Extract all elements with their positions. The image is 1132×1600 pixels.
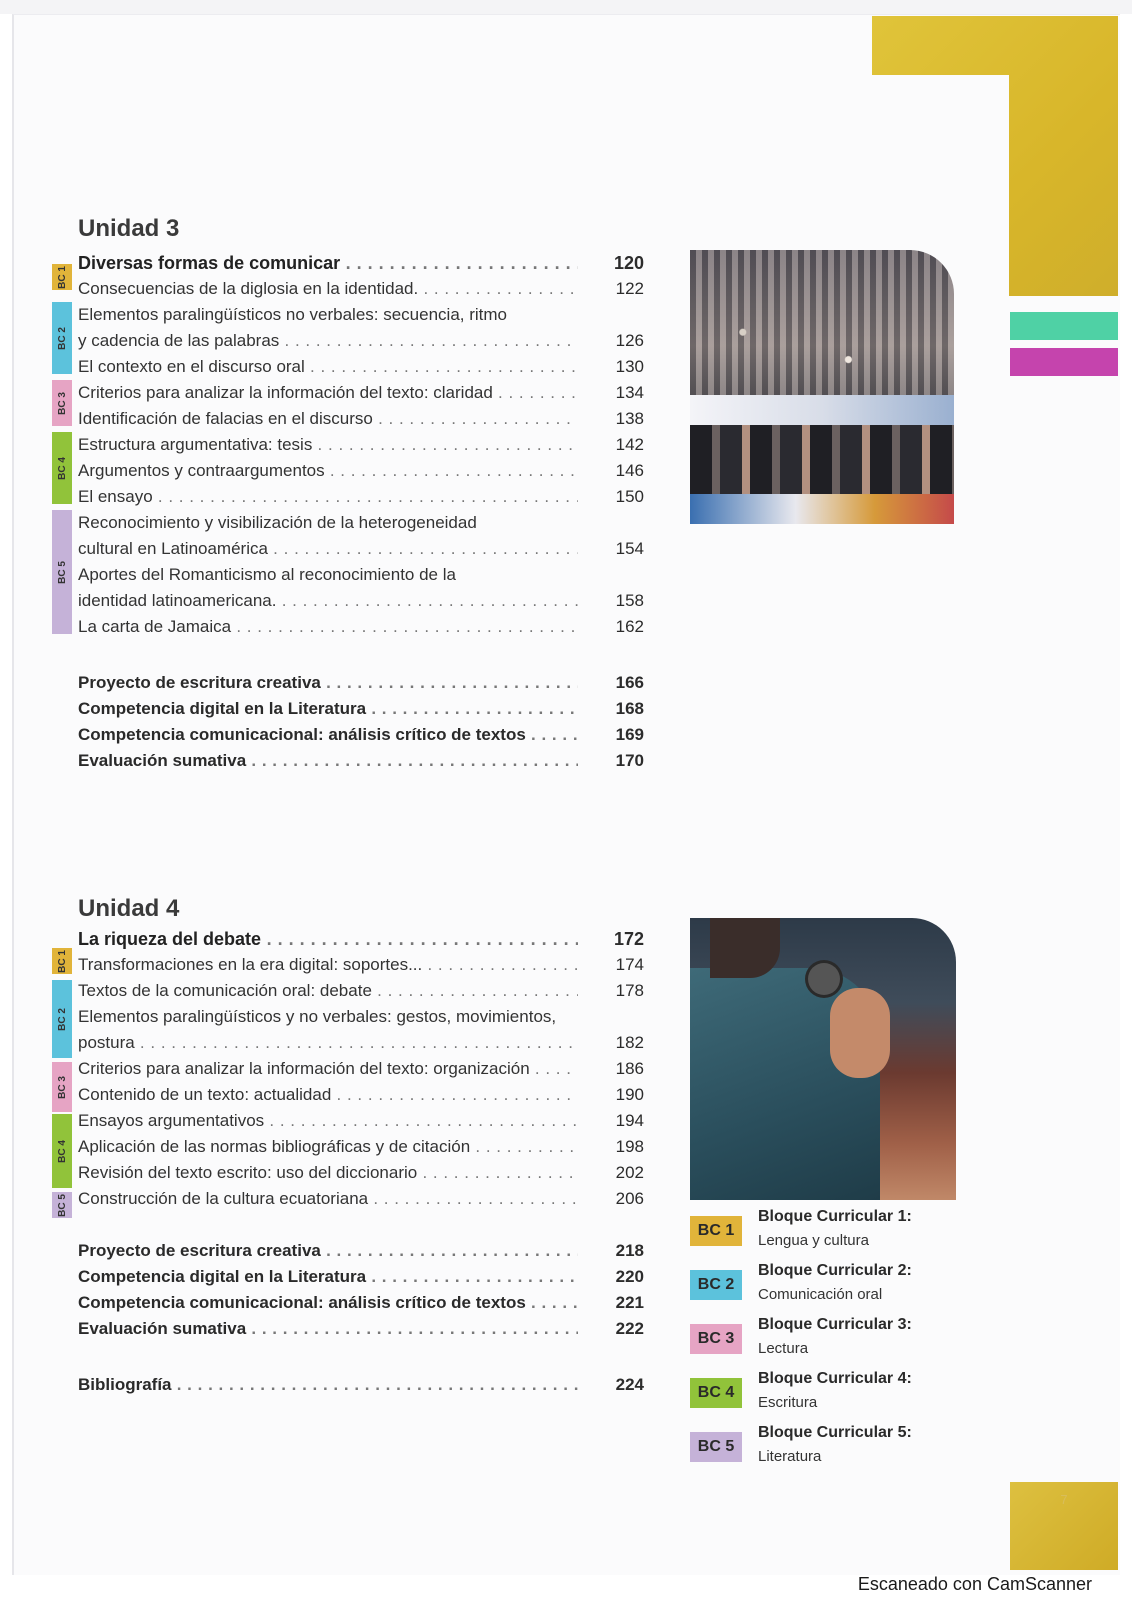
toc-entry: Reconocimiento y visibilización de la heterogeneidad <box>78 513 477 532</box>
unit-3-photo-assembly <box>690 250 954 524</box>
toc-entry[interactable]: cultural en Latinoamérica . . . 154 <box>78 536 644 562</box>
photo-speaker-hand <box>830 988 890 1078</box>
photo-audience <box>690 425 954 495</box>
toc-extra-entry[interactable]: Proyecto de escritura creativa . . . 166 <box>78 670 644 696</box>
bc1-marker-unit4: BC 1 <box>52 948 72 974</box>
unit-4-photo-speaker <box>690 918 956 1200</box>
toc-entry[interactable]: Ensayos argumentativos . . . 194 <box>78 1108 644 1134</box>
toc-extra-entry[interactable]: Competencia comunicacional: análisis crítico de textos . . . 169 <box>78 722 644 748</box>
unit-4-title: Unidad 4 <box>78 895 180 922</box>
legend-subtitle: Escritura <box>758 1394 818 1411</box>
toc-entry: Elementos paralingüísticos y no verbales: gestos, movimientos, <box>78 1007 557 1026</box>
toc-entry[interactable]: postura . . . 182 <box>78 1030 644 1056</box>
legend-subtitle: Comunicación oral <box>758 1286 883 1303</box>
toc-entry[interactable]: La carta de Jamaica . . . 162 <box>78 614 644 640</box>
legend-title: Bloque Curricular 4: <box>758 1370 912 1387</box>
toc-extra-entry[interactable]: Competencia digital en la Literatura . . . 168 <box>78 696 644 722</box>
decor-magenta-bar <box>1010 348 1118 376</box>
bc3-marker-unit3: BC 3 <box>52 380 72 426</box>
toc-entry[interactable]: La riqueza del debate . . . 172 <box>78 926 644 952</box>
toc-extra-entry[interactable]: Proyecto de escritura creativa . . . 218 <box>78 1238 644 1264</box>
legend-subtitle: Literatura <box>758 1448 822 1465</box>
bc2-marker-unit4: BC 2 <box>52 980 72 1058</box>
bibliography-entry-wrap <box>78 1372 644 1398</box>
legend-subtitle: Lengua y cultura <box>758 1232 869 1249</box>
toc-extra-entry[interactable]: Evaluación sumativa . . . 222 <box>78 1316 644 1342</box>
legend-badge: BC 3 <box>690 1324 742 1354</box>
toc-entry[interactable]: Transformaciones en la era digital: soportes... . . . 174 <box>78 952 644 978</box>
toc-extra-entry[interactable]: Competencia digital en la Literatura . . . 220 <box>78 1264 644 1290</box>
toc-entry[interactable]: Construcción de la cultura ecuatoriana . . . 206 <box>78 1186 644 1212</box>
photo-desk-band <box>690 395 954 425</box>
scan-top-strip <box>0 0 1132 14</box>
legend-title: Bloque Curricular 2: <box>758 1262 912 1279</box>
scanner-watermark: Escaneado con CamScanner <box>857 1574 1092 1594</box>
toc-extra-entry[interactable]: Evaluación sumativa . . . 170 <box>78 748 644 774</box>
legend-badge: BC 1 <box>690 1216 742 1246</box>
toc-entry[interactable]: Criterios para analizar la información del texto: organización . . . 186 <box>78 1056 644 1082</box>
decor-green-bar <box>1010 312 1118 340</box>
toc-entry[interactable]: Consecuencias de la diglosia en la identidad. . . . 122 <box>78 276 644 302</box>
toc-entry[interactable]: Criterios para analizar la información del texto: claridad . . . 134 <box>78 380 644 406</box>
toc-entry[interactable]: Diversas formas de comunicar . . . 120 <box>78 250 644 276</box>
bc3-marker-unit4: BC 3 <box>52 1062 72 1112</box>
toc-entry[interactable]: Aplicación de las normas bibliográficas y de citación . . . 198 <box>78 1134 644 1160</box>
toc-entry[interactable]: Identificación de falacias en el discurso . . . 138 <box>78 406 644 432</box>
toc-entry[interactable]: Revisión del texto escrito: uso del diccionario . . . 202 <box>78 1160 644 1186</box>
toc-entry[interactable]: El ensayo . . . 150 <box>78 484 644 510</box>
legend-badge: BC 5 <box>690 1432 742 1462</box>
bc4-marker-unit3: BC 4 <box>52 432 72 504</box>
bc5-marker-unit3: BC 5 <box>52 510 72 634</box>
bc2-marker-unit3: BC 2 <box>52 302 72 374</box>
toc-extra-entry[interactable]: Competencia comunicacional: análisis crítico de textos . . . 221 <box>78 1290 644 1316</box>
photo-speaker-head <box>710 918 780 978</box>
toc-entry[interactable]: El contexto en el discurso oral . . . 130 <box>78 354 644 380</box>
legend-subtitle: Lectura <box>758 1340 809 1357</box>
unit-3-toc <box>78 250 644 640</box>
legend-title: Bloque Curricular 3: <box>758 1316 912 1333</box>
bibliography-entry[interactable]: Bibliografía . . . 224 <box>78 1372 644 1398</box>
toc-entry[interactable]: Contenido de un texto: actualidad . . . 190 <box>78 1082 644 1108</box>
unit-4-extras <box>78 1238 644 1342</box>
unit-4-toc <box>78 926 644 1212</box>
toc-entry[interactable]: Estructura argumentativa: tesis . . . 142 <box>78 432 644 458</box>
photo-banner <box>690 494 954 524</box>
unit-3-extras <box>78 670 644 774</box>
bc4-marker-unit4: BC 4 <box>52 1114 72 1188</box>
bc1-marker-unit3: BC 1 <box>52 264 72 290</box>
bc5-marker-unit4: BC 5 <box>52 1192 72 1218</box>
legend-title: Bloque Curricular 1: <box>758 1208 912 1225</box>
toc-entry[interactable]: y cadencia de las palabras . . . 126 <box>78 328 644 354</box>
legend-badge: BC 4 <box>690 1378 742 1408</box>
unit-3-title: Unidad 3 <box>78 215 180 242</box>
toc-entry[interactable]: identidad latinoamericana. . . . 158 <box>78 588 644 614</box>
legend-title: Bloque Curricular 5: <box>758 1424 912 1441</box>
toc-entry: Elementos paralingüísticos no verbales: secuencia, ritmo <box>78 305 507 324</box>
toc-entry[interactable]: Textos de la comunicación oral: debate . . . 178 <box>78 978 644 1004</box>
page-number: 7 <box>1060 1492 1068 1507</box>
toc-entry: Aportes del Romanticismo al reconocimiento de la <box>78 565 456 584</box>
legend-badge: BC 2 <box>690 1270 742 1300</box>
toc-entry[interactable]: Argumentos y contraargumentos . . . 146 <box>78 458 644 484</box>
microphone-icon <box>808 963 840 995</box>
